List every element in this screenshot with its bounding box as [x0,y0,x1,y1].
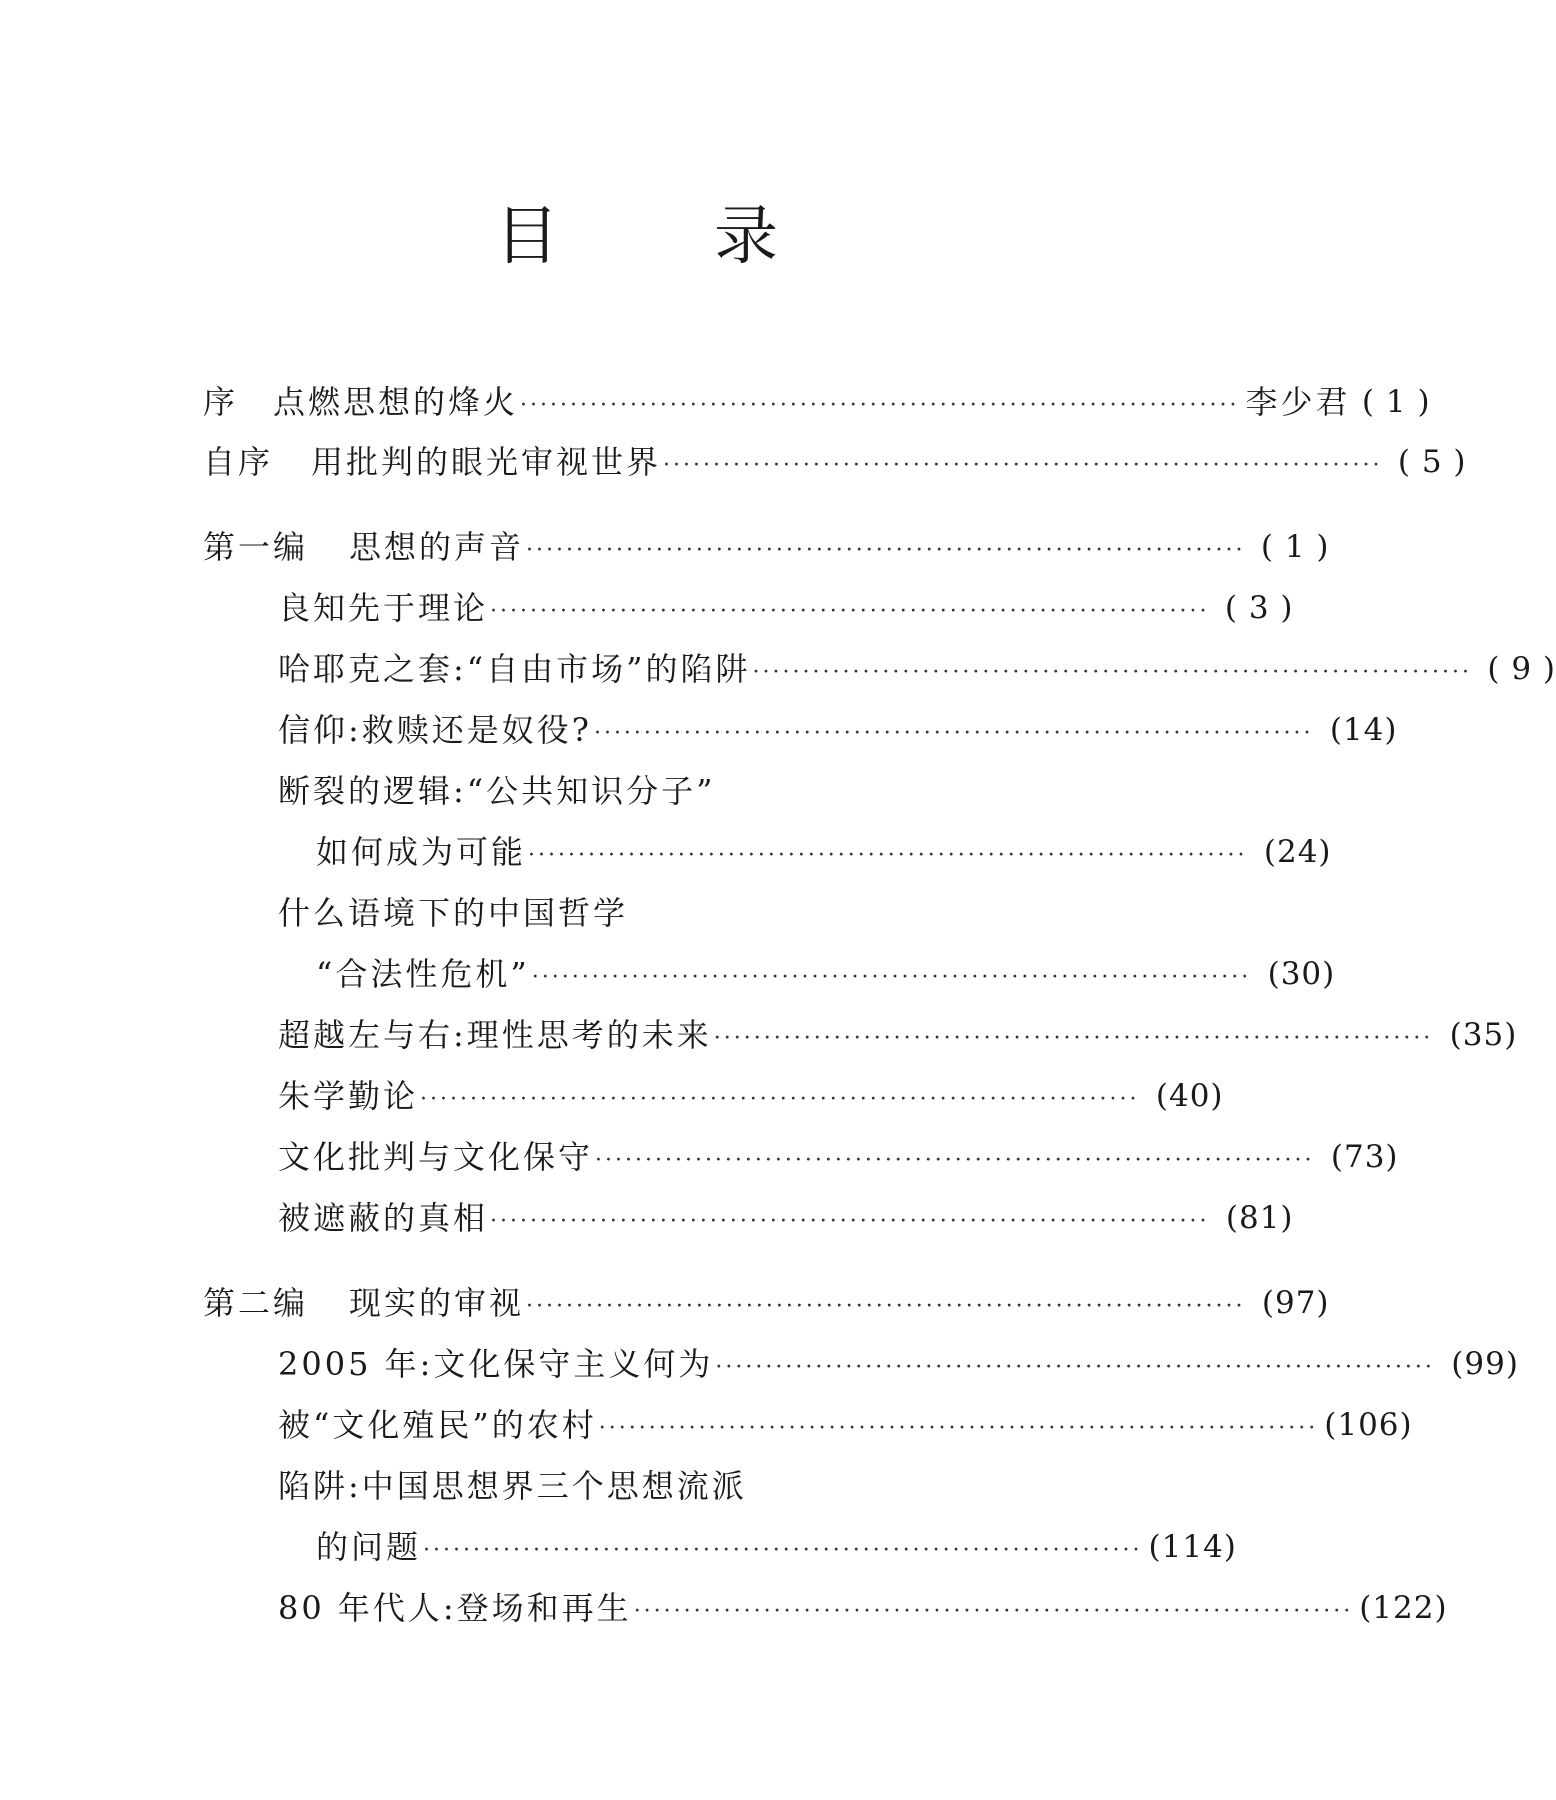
entry-prefix: 第二编 [203,1284,309,1322]
entry-title: 思想的声音 [349,528,525,566]
dot-leader: ········································································ [598,1416,1319,1441]
toc-entry-continuation[interactable] [316,832,1332,872]
dot-leader: ········································································ [663,453,1383,478]
dot-leader: ········································································ [526,538,1246,563]
entry-page: ( 1 ) [1260,529,1330,565]
entry-page: (35) [1449,1017,1518,1053]
toc-entry-continuation[interactable] [316,1527,1237,1567]
toc-entry[interactable] [278,1137,1399,1177]
dot-leader: ········································································ [531,965,1252,990]
toc-entry[interactable] [278,893,1073,933]
entry-prefix: 自序 [203,443,274,481]
page-title [0,200,1273,274]
toc-entry[interactable] [278,1015,1518,1055]
entry-title: 现实的审视 [349,1284,525,1322]
toc-entry[interactable] [278,1198,1294,1238]
entry-title: 被“文化殖民”的农村 [278,1406,597,1444]
entry-title: 良知先于理论 [278,589,489,627]
toc-entry[interactable] [278,1588,1448,1628]
entry-title: “合法性危机” [316,955,530,993]
entry-author: 李少君 [1245,383,1351,421]
entry-page: (99) [1451,1346,1519,1382]
dot-leader: ········································································ [593,721,1314,746]
entry-title: 用批判的眼光审视世界 [311,443,662,481]
entry-page: (81) [1225,1200,1294,1236]
toc-entry[interactable] [278,1405,1413,1445]
dot-leader: ········································································ [490,599,1210,624]
toc-entry[interactable] [203,382,1431,422]
entry-title: 文化批判与文化保守 [278,1138,594,1176]
toc-entry[interactable] [278,1466,1073,1506]
dot-leader: ········································································ [595,1148,1315,1173]
toc-entry[interactable] [203,1283,1330,1323]
dot-leader: ········································································ [423,1538,1143,1563]
entry-page: ( 5 ) [1397,444,1467,480]
entry-title: 陷阱:中国思想界三个思想流派 [278,1467,747,1505]
entry-page: ( 3 ) [1224,590,1294,626]
entry-title: 断裂的逻辑:“公共知识分子” [278,772,716,810]
toc-entry[interactable] [278,1076,1224,1116]
dot-leader: ········································································ [633,1599,1354,1624]
entry-prefix: 序 [203,383,239,421]
toc-entry[interactable] [278,771,1073,811]
entry-page: ( 1 ) [1361,384,1431,420]
toc-entry[interactable] [278,649,1556,689]
entry-title: 的问题 [316,1528,422,1566]
title-char-1: 目 [495,200,559,274]
entry-page: (24) [1263,834,1332,870]
entry-title: 80 年代人:登场和再生 [278,1589,632,1627]
entry-title: 什么语境下的中国哲学 [278,894,629,932]
entry-page: (106) [1324,1407,1413,1443]
toc-entry[interactable] [203,442,1467,482]
entry-title: 超越左与右:理性思考的未来 [278,1016,712,1054]
dot-leader: ········································································ [715,1355,1435,1380]
entry-title: 信仰:救赎还是奴役? [278,711,592,749]
toc-entry[interactable] [278,710,1398,750]
toc-entry-continuation[interactable] [316,954,1336,994]
dot-leader: ········································································ [528,843,1248,868]
entry-title: 朱学勤论 [278,1077,419,1115]
dot-leader: ········································································ [752,660,1473,685]
entry-page: (114) [1148,1529,1237,1565]
entry-title: 被遮蔽的真相 [278,1199,489,1237]
toc-entry[interactable] [203,527,1330,567]
dot-leader: ········································································ [526,1294,1246,1319]
entry-title: 2005 年:文化保守主义何为 [278,1345,714,1383]
title-char-2: 录 [714,200,778,274]
dot-leader: ········································································ [520,393,1240,418]
dot-leader: ········································································ [420,1087,1140,1112]
entry-page: (97) [1261,1285,1330,1321]
entry-page: (40) [1155,1078,1224,1114]
entry-page: (122) [1359,1590,1448,1626]
entry-page: (14) [1329,712,1398,748]
dot-leader: ········································································ [713,1026,1434,1051]
entry-title: 点燃思想的烽火 [273,383,519,421]
dot-leader: ········································································ [490,1209,1210,1234]
entry-prefix: 第一编 [203,528,309,566]
entry-title: 如何成为可能 [316,833,527,871]
entry-page: (73) [1330,1139,1399,1175]
toc-entry[interactable] [278,1344,1519,1384]
toc-entry[interactable] [278,588,1294,628]
entry-page: ( 9 ) [1487,651,1556,687]
entry-title: 哈耶克之套:“自由市场”的陷阱 [278,650,751,688]
entry-page: (30) [1267,956,1336,992]
